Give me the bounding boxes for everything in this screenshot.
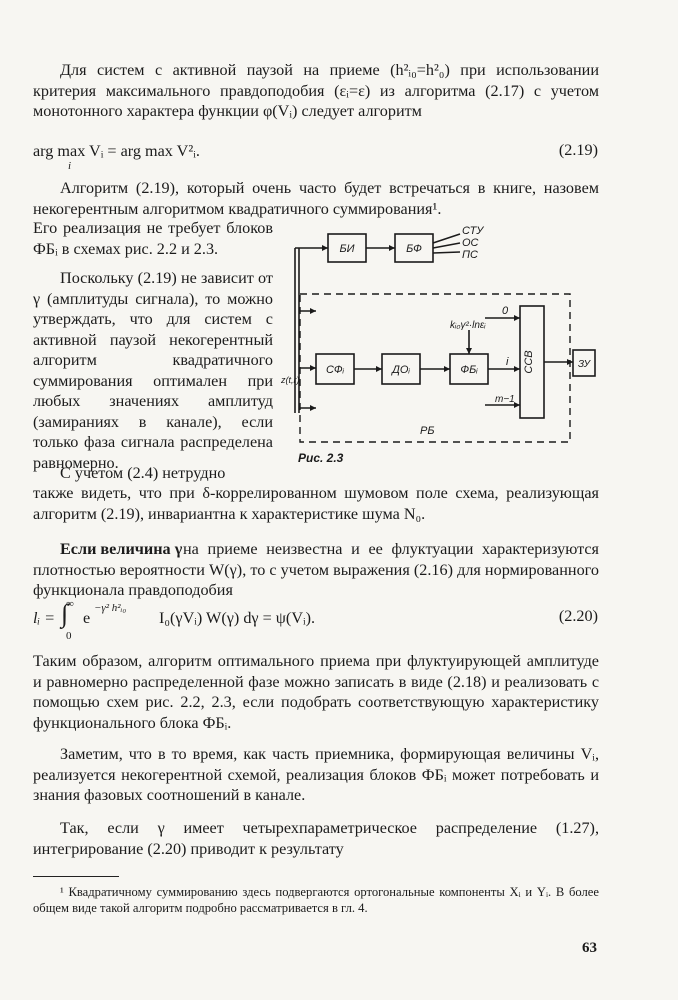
paragraph-invariance-start: С учетом (2.4) нетрудно <box>60 464 226 482</box>
output-ps: ПС <box>462 249 478 261</box>
label-k-expr: kᵢ₀γ²·lnεᵢ <box>450 320 486 331</box>
label-rb: РБ <box>420 425 435 437</box>
paragraph-conclusion: Таким образом, алгоритм оптимального приема при флуктуирующей амплитуде и равномерно распределенной фазе можно записать в виде (2.18) и реализовать с помощью схем рис. 2.2, 2.3, если подобрать соответствующую характеристику функционального блока ФБᵢ. <box>33 652 599 732</box>
paragraph-unknown-amplitude-bold: Если величина γ <box>60 540 183 558</box>
label-fb: ФБᵢ <box>460 364 478 376</box>
paragraph-independence: Поскольку (2.19) не зависит от γ (амплитуды сигнала), то можно утверждать, что для систем с активной паузой некогерентный алгоритм квадратичного суммирования оптимален при любых значениях амплитуд (замираниях в канале), если только фаза сигнала распределена равномерно. <box>33 269 273 472</box>
paragraph-unknown-amplitude: на приеме неизвестна и ее флуктуации характеризуются плотностью вероятности W(γ), то с учетом выражения (2.16) для нормированного функционала правдоподобия <box>33 540 599 599</box>
paragraph-realization: Его реализация не требует блоков ФБᵢ в схемах рис. 2.2 и 2.3. <box>33 219 273 258</box>
equation-2-19-number: (2.19) <box>558 141 598 159</box>
output-os: ОС <box>462 237 479 249</box>
label-zero: 0 <box>502 305 509 317</box>
paragraph-four-param: Так, если γ имеет четырехпараметрическое распределение (1.27), интегрирование (2.20) приводит к результату <box>33 819 599 858</box>
label-m1: m−1 <box>495 394 515 405</box>
footnote-rule <box>33 876 119 877</box>
paragraph-algorithm-name: Алгоритм (2.19), который очень часто будет встречаться в книге, назовем некогерентным алгоритмом квадратичного суммирования¹. <box>33 179 599 218</box>
label-do: ДОᵢ <box>392 364 410 376</box>
equation-2-20-number: (2.20) <box>558 607 598 625</box>
block-diagram-figure-2-3 <box>280 218 600 478</box>
label-i: i <box>506 356 509 368</box>
label-sf: СФᵢ <box>325 364 345 376</box>
label-zu: ЗУ <box>577 359 591 370</box>
paragraph-invariance-rest: также видеть, что при δ-коррелированном шумовом поле схема, реализующая алгоритм (2.19), инвариантна к характеристике шума N₀. <box>33 484 599 523</box>
equation-2-20: lᵢ = ∞ ∫ 0 e −γ² h²ᵢ₀ I₀(γVᵢ) W(γ) dγ = ψ(Vᵢ). <box>33 598 316 642</box>
equation-2-19-subscript: i <box>68 160 72 172</box>
paragraph-intro: Для систем с активной паузой на приеме (h²ᵢ₀=h²₀) при использовании критерия максимального правдоподобия (εᵢ=ε) из алгоритма (2.17) с учетом монотонного характера функции φ(Vᵢ) следует алгоритм <box>33 61 599 120</box>
label-bi: БИ <box>339 243 355 255</box>
label-input: z(t,r) <box>281 375 300 385</box>
page-number: 63 <box>582 940 597 956</box>
label-ssv: ССВ <box>523 350 535 374</box>
equation-2-19: arg max Vᵢ = arg max V²ᵢ. <box>33 142 200 160</box>
paragraph-phase-note: Заметим, что в то время, как часть приемника, формирующая величины Vᵢ, реализуется некогерентной схемой, реализация блоков ФБᵢ может потребовать и знания фазовых соотношений в канале. <box>33 745 599 804</box>
label-bf: БФ <box>406 243 422 255</box>
figure-caption: Рис. 2.3 <box>298 451 344 465</box>
output-stu: СТУ <box>462 225 484 237</box>
footnote: ¹ Квадратичному суммированию здесь подвергаются ортогональные компоненты Xᵢ и Yᵢ. В более общем виде такой алгоритм подробно рассматривается в гл. 4. <box>33 885 599 915</box>
